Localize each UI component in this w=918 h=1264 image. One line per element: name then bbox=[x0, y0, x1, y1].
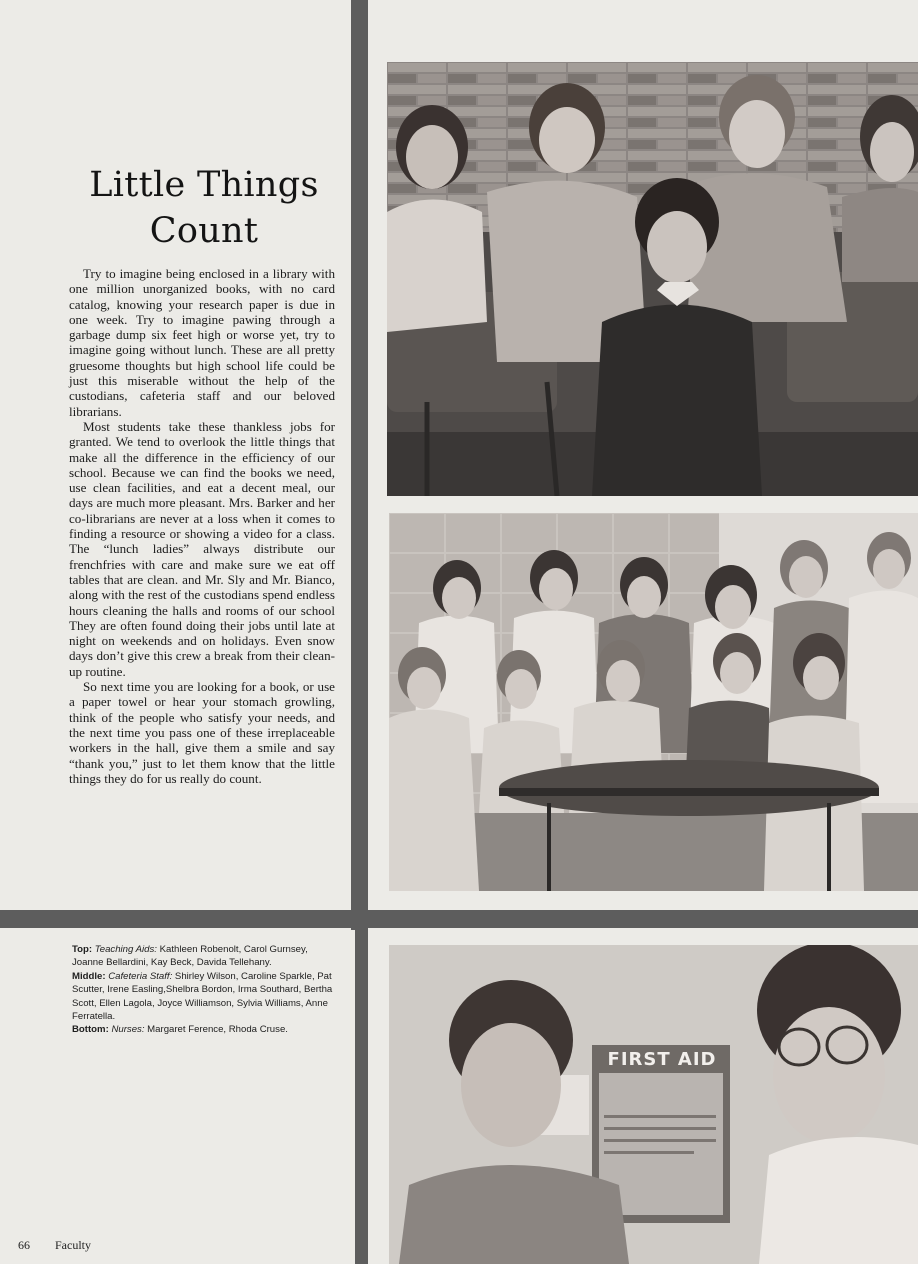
frame-bar-horizontal bbox=[0, 910, 918, 928]
photo-cafeteria-staff bbox=[389, 513, 918, 891]
title-line-2: Count bbox=[149, 211, 259, 251]
caption-names: Shirley Wilson, Caroline Sparkle, Pat Scutter, Irene Easling,Shelbra Bordon, Irma Southard, Bertha Scott, Ellen Lagola, Joyce Williamson, Sylvia Williams, Anne Ferratella. bbox=[72, 970, 333, 1023]
caption-group: Nurses: bbox=[111, 1024, 145, 1036]
caption-label: Top: bbox=[72, 944, 93, 955]
page-title bbox=[40, 162, 368, 254]
frame-bar-vertical-upper bbox=[351, 0, 368, 930]
caption-label: Bottom: bbox=[72, 1024, 109, 1036]
title-line-1: Little Things bbox=[89, 165, 319, 205]
caption-label: Middle: bbox=[72, 970, 106, 982]
body-paragraph: Most students take these thankless jobs for granted. We tend to overlook the little things that make all the difference in the efficiency of our school. Because we can find the books we need, use clean facilities, and eat a decent meal, our days are much more pleasant. Mrs. Barker and her co-librarians are never at a loss when it comes to finding a resource or showing a video for a class. The “lunch ladies” always distribute our frenchfries with care and make sure we eat off tables that are clean. and Mr. Sly and Mr. Bianco, along with the rest of the custodians spend endless hours cleaning the halls and rooms of our school They are often found doing their jobs until late at night on weekends and on holidays. Even snow days don’t give this crew a break from their clean-up routine. bbox=[69, 418, 335, 679]
caption-group: Teaching Aids: bbox=[94, 944, 157, 955]
caption-top bbox=[72, 943, 336, 970]
frame-bar-vertical-lower bbox=[355, 930, 368, 1264]
caption-names: Margaret Ference, Rhoda Cruse. bbox=[147, 1024, 288, 1036]
poster-text: FIRST AID bbox=[607, 1049, 717, 1070]
caption-group: Cafeteria Staff: bbox=[108, 970, 173, 982]
page-number: 66 bbox=[18, 1238, 30, 1252]
body-paragraph: So next time you are looking for a book, or use a paper towel or hear your stomach growling, think of the people who satisfy your needs, and the next time you pass one of these irreplaceable workers in the hall, give them a smile and say “thank you,” just to let them know that the little things they do for us really do count. bbox=[69, 679, 335, 786]
body-paragraph: Try to imagine being enclosed in a library with one million unorganized books, with no card catalog, knowing your research paper is due in one week. Try to imagine pawing through a garbage dump six feet high or worse yet, try to imagine going without lunch. These are all pretty gruesome thoughts but high school life could be just this miserable without the help of the custodians, cafeteria staff and our beloved librarians. bbox=[69, 266, 335, 419]
photo-captions bbox=[72, 943, 336, 1037]
photo-nurses bbox=[389, 945, 918, 1264]
section-name: Faculty bbox=[55, 1238, 91, 1252]
page-folio bbox=[18, 1238, 91, 1253]
caption-names: Kathleen Robenolt, Carol Gurnsey, Joanne Bellardini, Kay Beck, Davida Tellehany. bbox=[72, 944, 308, 969]
article-body bbox=[69, 266, 335, 786]
caption-middle bbox=[72, 970, 336, 1024]
caption-bottom bbox=[72, 1023, 336, 1036]
photo-teaching-aids bbox=[387, 62, 918, 496]
